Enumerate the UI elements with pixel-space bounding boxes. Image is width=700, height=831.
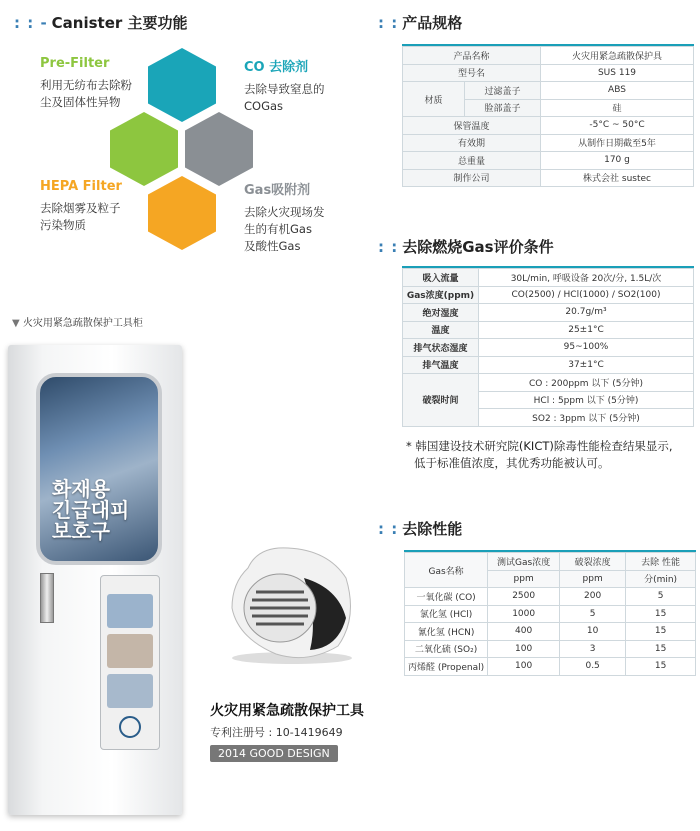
- cabinet-caption: [12, 314, 143, 329]
- table-row: [403, 64, 694, 82]
- canister-title: [14, 12, 188, 33]
- cabinet-image: [8, 345, 182, 815]
- conditions-title-text: 去除燃烧Gas评价条件: [402, 238, 554, 256]
- feature-desc: [40, 77, 132, 111]
- feature-desc-line: 去除烟雾及粒子: [40, 201, 121, 215]
- table-cell: 15: [626, 605, 696, 623]
- condition-label: 吸入流量: [403, 269, 479, 287]
- feature-name: Gas吸附剂: [244, 183, 311, 198]
- note-line: 低于标准值浓度，其优秀功能被认可。: [414, 456, 610, 470]
- spec-title-text: 产品规格: [402, 14, 463, 32]
- condition-value: HCl : 5ppm 以下 (5分钟): [479, 391, 694, 409]
- condition-value: 95~100%: [479, 339, 694, 357]
- table-row: [405, 623, 696, 641]
- column-unit: ppm: [488, 570, 560, 588]
- condition-value: 20.7g/m³: [479, 304, 694, 322]
- table-cell: 3: [560, 640, 626, 658]
- spec-label: 总重量: [403, 152, 541, 170]
- title-dots: : : -: [14, 14, 48, 32]
- canister-title-text: Canister 主要功能: [51, 14, 188, 32]
- table-row: [405, 658, 696, 676]
- spec-value: SUS 119: [541, 64, 694, 82]
- spec-label: 材质: [403, 82, 465, 117]
- feature-desc: [244, 81, 325, 115]
- column-header: 破裂浓度: [560, 553, 626, 571]
- table-cell: 200: [560, 588, 626, 606]
- table-row: [403, 152, 694, 170]
- hex-co: [148, 48, 216, 122]
- table-cell: 一氧化碳 (CO): [405, 588, 488, 606]
- condition-label: Gas浓度(ppm): [403, 286, 479, 304]
- table-row: [405, 588, 696, 606]
- spec-label: 有效期: [403, 134, 541, 152]
- table-cell: 10: [560, 623, 626, 641]
- table-row: [403, 321, 694, 339]
- patent-number: 专利注册号 : 10-1419649: [210, 726, 343, 739]
- table-row: [403, 134, 694, 152]
- title-dots: : :: [378, 14, 399, 32]
- table-cell: 15: [626, 658, 696, 676]
- condition-label: 绝对湿度: [403, 304, 479, 322]
- table-row: [403, 82, 694, 100]
- spec-sublabel: 脸部盖子: [465, 99, 541, 117]
- cabinet-handle: [40, 573, 54, 623]
- table-header-row: [405, 553, 696, 571]
- product-name: 火灾用紧急疏散保护工具: [210, 703, 364, 719]
- performance-title: [378, 518, 462, 539]
- condition-value: CO(2500) / HCl(1000) / SO2(100): [479, 286, 694, 304]
- hex-prefilter: [110, 112, 178, 186]
- spec-value: ABS: [541, 82, 694, 100]
- table-cell: 15: [626, 640, 696, 658]
- mask-image: [218, 538, 366, 666]
- feature-name: Pre-Filter: [40, 56, 110, 71]
- condition-label: 排气状态湿度: [403, 339, 479, 357]
- spec-label: 保管温度: [403, 117, 541, 135]
- conditions-title: [378, 236, 554, 257]
- title-dots: : :: [378, 520, 399, 538]
- spec-label: 制作公司: [403, 169, 541, 187]
- feature-desc: [244, 204, 325, 255]
- column-header: 去除 性能: [626, 553, 696, 571]
- spec-value: 火灾用紧急疏散保护具: [541, 47, 694, 65]
- table-row: [403, 339, 694, 357]
- table-cell: 1000: [488, 605, 560, 623]
- feature-desc-line: 污染物质: [40, 218, 86, 232]
- table-cell: 100: [488, 658, 560, 676]
- spec-value: -5°C ~ 50°C: [541, 117, 694, 135]
- feature-prefilter: [40, 56, 132, 111]
- feature-name: CO 去除剂: [244, 60, 309, 75]
- conditions-table: [402, 266, 694, 427]
- column-unit: 分(min): [626, 570, 696, 588]
- feature-desc-line: 及酸性Gas: [244, 239, 301, 253]
- title-dots: : :: [378, 238, 399, 256]
- table-cell: 二氧化硫 (SO₂): [405, 640, 488, 658]
- cabinet-text-line: 화재용: [52, 477, 110, 501]
- spec-value: 170 g: [541, 152, 694, 170]
- cabinet-window: [36, 373, 162, 565]
- feature-gas: [244, 179, 325, 255]
- table-row: [403, 374, 694, 392]
- feature-co: [244, 56, 325, 115]
- good-design-badge-text: 2014 GOOD DESIGN: [210, 745, 338, 762]
- table-cell: 氰化氢 (HCN): [405, 623, 488, 641]
- table-row: [403, 356, 694, 374]
- cabinet-text-line: 긴급대피: [52, 498, 130, 522]
- table-cell: 100: [488, 640, 560, 658]
- performance-title-text: 去除性能: [402, 520, 463, 538]
- spec-label: 产品名称: [403, 47, 541, 65]
- table-row: [405, 640, 696, 658]
- table-cell: 2500: [488, 588, 560, 606]
- good-design-badge: [210, 742, 338, 762]
- spec-table: [402, 44, 694, 187]
- feature-desc-line: 去除火灾现场发: [244, 205, 325, 219]
- kict-note: [406, 438, 673, 472]
- feature-desc-line: COGas: [244, 99, 284, 113]
- feature-name: HEPA Filter: [40, 179, 122, 194]
- spec-value: 从制作日期截至5年: [541, 134, 694, 152]
- condition-value: 25±1°C: [479, 321, 694, 339]
- note-line: * 韩国建设技术研究院(KICT)除毒性能检查结果显示,: [406, 439, 673, 453]
- feature-desc-line: 生的有机Gas: [244, 222, 312, 236]
- hex-gas: [185, 112, 253, 186]
- condition-value: 37±1°C: [479, 356, 694, 374]
- table-cell: 5: [626, 588, 696, 606]
- feature-desc: [40, 200, 122, 234]
- table-cell: 400: [488, 623, 560, 641]
- cabinet-text-line: 보호구: [52, 519, 110, 543]
- feature-desc-line: 尘及固体性异物: [40, 95, 121, 109]
- spec-value: 硅: [541, 99, 694, 117]
- table-cell: 氯化氢 (HCl): [405, 605, 488, 623]
- spec-title: [378, 12, 462, 33]
- cabinet-caption-text: 火灾用紧急疏散保护工具柜: [22, 318, 143, 329]
- table-row: [403, 304, 694, 322]
- cabinet-instruction-panel: [100, 575, 160, 750]
- spec-sublabel: 过滤盖子: [465, 82, 541, 100]
- table-cell: 5: [560, 605, 626, 623]
- table-row: [403, 169, 694, 187]
- condition-value: SO2 : 3ppm 以下 (5分钟): [479, 409, 694, 427]
- spec-value: 株式会社 sustec: [541, 169, 694, 187]
- column-header: Gas名称: [405, 553, 488, 588]
- column-header: 测试Gas浓度: [488, 553, 560, 571]
- condition-value: 30L/min, 呼吸设备 20次/分, 1.5L/次: [479, 269, 694, 287]
- table-cell: 0.5: [560, 658, 626, 676]
- hex-hepa: [148, 176, 216, 250]
- feature-hepa: [40, 179, 122, 234]
- table-cell: 15: [626, 623, 696, 641]
- table-row: [403, 47, 694, 65]
- spec-label: 型号名: [403, 64, 541, 82]
- condition-label: 排气温度: [403, 356, 479, 374]
- table-row: [403, 286, 694, 304]
- condition-label: 破裂时间: [403, 374, 479, 427]
- performance-table: [404, 550, 696, 676]
- triangle-icon: ▼: [12, 318, 20, 329]
- table-row: [405, 605, 696, 623]
- condition-value: CO : 200ppm 以下 (5分钟): [479, 374, 694, 392]
- feature-desc-line: 利用无纺布去除粉: [40, 78, 132, 92]
- column-unit: ppm: [560, 570, 626, 588]
- table-row: [403, 269, 694, 287]
- table-cell: 丙烯醛 (Propenal): [405, 658, 488, 676]
- table-row: [403, 117, 694, 135]
- condition-label: 温度: [403, 321, 479, 339]
- feature-desc-line: 去除导致窒息的: [244, 82, 325, 96]
